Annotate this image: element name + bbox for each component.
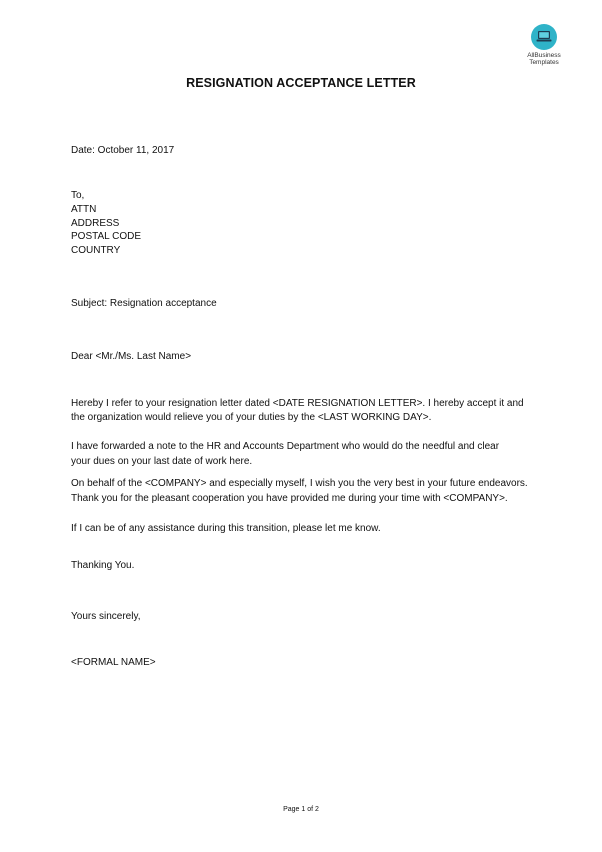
subject-line: Subject: Resignation acceptance [71, 298, 217, 309]
paragraph-2-line-1: I have forwarded a note to the HR and Accounts Department who would do the needful and clear [71, 441, 500, 452]
paragraph-2-line-2: your dues on your last date of work here. [71, 456, 253, 467]
closing-line: Yours sincerely, [71, 611, 141, 622]
paragraph-1-line-1: Hereby I refer to your resignation letter dated <DATE RESIGNATION LETTER>. I hereby accept it and [71, 398, 524, 409]
address-to: To, [71, 190, 85, 201]
address-country: COUNTRY [71, 245, 121, 256]
thanks-line: Thanking You. [71, 560, 135, 571]
paragraph-3-line-1: On behalf of the <COMPANY> and especially myself, I wish you the very best in your future endeavors. [71, 478, 528, 489]
paragraph-4: If I can be of any assistance during this transition, please let me know. [71, 523, 381, 534]
salutation: Dear <Mr./Ms. Last Name> [71, 351, 192, 362]
address-street: ADDRESS [71, 218, 120, 229]
page-number: Page 1 of 2 [283, 806, 319, 813]
address-postal-code: POSTAL CODE [71, 231, 142, 242]
logo-line-2: Templates [529, 59, 559, 66]
laptop-icon [531, 24, 557, 50]
logo-line-1: AllBusiness [527, 52, 561, 59]
signature-name: <FORMAL NAME> [71, 657, 156, 668]
paragraph-3-line-2: Thank you for the pleasant cooperation you have provided me during your time with <COMPANY>. [71, 493, 508, 504]
date-line: Date: October 11, 2017 [71, 145, 175, 156]
letter-title: RESIGNATION ACCEPTANCE LETTER [186, 76, 416, 90]
address-attn: ATTN [71, 204, 97, 215]
brand-logo [519, 24, 569, 66]
paragraph-1-line-2: the organization would relieve you of your duties by the <LAST WORKING DAY>. [71, 412, 432, 423]
